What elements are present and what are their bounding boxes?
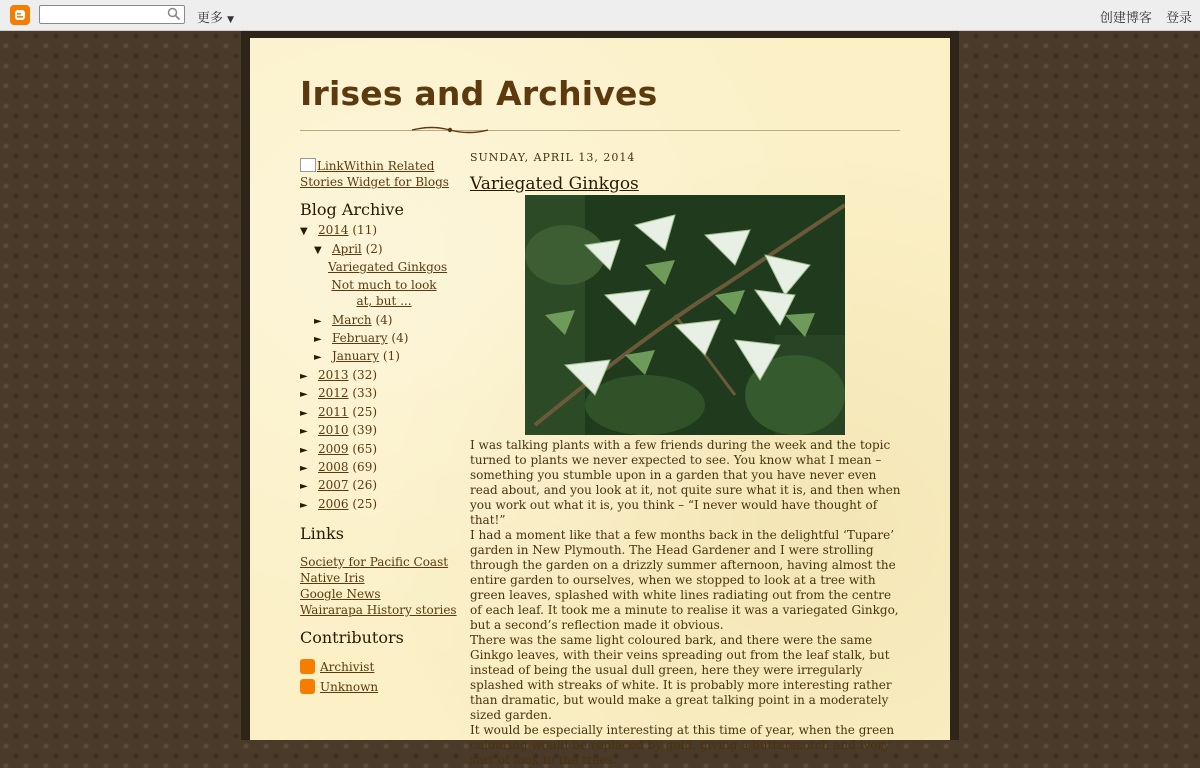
sidebar-link[interactable]: Society for Pacific Coast (300, 555, 449, 569)
collapse-toggle-icon[interactable]: ▼ (300, 226, 308, 237)
expand-toggle-icon[interactable]: ► (300, 463, 308, 474)
divider-ornament-icon (412, 125, 488, 135)
archive-year-label: 2006 (318, 497, 349, 511)
archive-count: (25) (352, 497, 378, 511)
archive-count: (25) (352, 405, 378, 419)
post-title[interactable]: Variegated Ginkgos (470, 174, 639, 194)
archive-count: (69) (352, 460, 378, 474)
expand-toggle-icon[interactable]: ► (300, 426, 308, 437)
archive-year-2008[interactable] (300, 459, 377, 477)
login-link[interactable]: 登录 (1165, 11, 1192, 26)
archive-count: (39) (352, 423, 378, 437)
archive-count: (4) (375, 313, 393, 327)
blogger-profile-icon (300, 679, 315, 694)
expand-toggle-icon[interactable]: ► (300, 389, 308, 400)
archive-count: (26) (352, 478, 378, 492)
archive-post-link[interactable]: Variegated Ginkgos (328, 260, 448, 274)
contributor-name[interactable]: Unknown (320, 680, 379, 694)
archive-year-label: 2013 (318, 368, 349, 382)
archive-year-label: 2008 (318, 460, 349, 474)
post-paragraph: There was the same light coloured bark, and there were the same Ginkgo leaves, with their veins spreading out from the leaf stalk, but instead of being the usual dull green, here they were irregularly splashed with streaks of white. It is probably more interesting rather than dramatic, but would make a great talking point in a moderately sized garden. (470, 633, 892, 722)
archive-month-january[interactable] (314, 348, 400, 366)
archive-year-2010[interactable] (300, 422, 377, 440)
archive-month-label: January (332, 349, 380, 363)
post-paragraph: It would be especially interesting at this time of year, when the green colouring would be replaced by gold, giving a butterscotch and ivory sort of look to the trees. (470, 723, 895, 767)
expand-toggle-icon[interactable]: ► (300, 500, 308, 511)
post-body (470, 438, 902, 768)
expand-toggle-icon[interactable]: ► (314, 352, 322, 363)
archive-year-2009[interactable] (300, 441, 377, 459)
expand-toggle-icon[interactable]: ► (314, 334, 322, 345)
sidebar-link[interactable]: Native Iris (300, 571, 365, 585)
archive-year-2013[interactable] (300, 367, 377, 385)
sidebar-link[interactable]: Wairarapa History stories (300, 603, 457, 617)
contributors-heading: Contributors (300, 628, 404, 647)
archive-month-label: February (332, 331, 388, 345)
blogger-navbar (0, 0, 1200, 31)
search-icon[interactable] (167, 7, 181, 25)
broken-image-icon (300, 158, 316, 172)
blogger-logo-icon[interactable] (10, 5, 30, 25)
post-paragraph: I had a moment like that a few months back in the delightful ‘Tupare’ garden in New Plymouth. The Head Gardener and I were strolling through the garden on a drizzly summer afternoon, having almost the entire garden to ourselves, when we stopped to look at a tree with green leaves, splashed with white lines radiating out from the centre of each leaf. It took me a minute to realise it was a variegated Ginkgo, but a second’s reflection made it obvious. (470, 528, 899, 632)
post-date: SUNDAY, APRIL 13, 2014 (470, 151, 636, 164)
contributor-name[interactable]: Archivist (320, 660, 375, 674)
more-menu-label: 更多 (197, 11, 224, 26)
archive-count: (1) (382, 349, 400, 363)
archive-count: (2) (365, 242, 383, 256)
create-blog-link[interactable]: 创建博客 (1099, 11, 1152, 26)
archive-year-2014[interactable] (300, 222, 377, 240)
archive-year-label: 2007 (318, 478, 349, 492)
archive-count: (32) (352, 368, 378, 382)
expand-toggle-icon[interactable]: ► (300, 408, 308, 419)
archive-year-label: 2010 (318, 423, 349, 437)
linkwithin-alt-text: LinkWithin Related Stories Widget for Blogs (300, 159, 449, 189)
archive-count: (33) (352, 386, 378, 400)
blogger-profile-icon (300, 659, 315, 674)
archive-month-april[interactable] (314, 241, 383, 259)
archive-post-link[interactable]: Not much to look at, but ... (331, 278, 437, 308)
archive-year-2012[interactable] (300, 385, 377, 403)
archive-count: (4) (391, 331, 409, 345)
expand-toggle-icon[interactable]: ► (300, 481, 308, 492)
archive-year-label: 2012 (318, 386, 349, 400)
archive-month-march[interactable] (314, 312, 392, 330)
collapse-toggle-icon[interactable]: ▼ (314, 245, 322, 256)
archive-count: (65) (352, 442, 378, 456)
expand-toggle-icon[interactable]: ► (300, 445, 308, 456)
archive-count: (11) (352, 223, 378, 237)
archive-year-label: 2009 (318, 442, 349, 456)
archive-year-label: 2014 (318, 223, 349, 237)
expand-toggle-icon[interactable]: ► (314, 316, 322, 327)
search-input[interactable] (42, 7, 162, 21)
linkwithin-widget[interactable] (300, 158, 450, 190)
links-heading: Links (300, 524, 344, 543)
expand-toggle-icon[interactable]: ► (300, 371, 308, 382)
title-divider (300, 130, 900, 131)
ginkgo-photo[interactable] (525, 195, 845, 435)
contributor-item[interactable] (300, 679, 378, 695)
archive-year-label: 2011 (318, 405, 349, 419)
blog-archive-heading: Blog Archive (300, 200, 404, 219)
blog-content (250, 38, 950, 767)
archive-year-2007[interactable] (300, 477, 377, 495)
post-paragraph: I was talking plants with a few friends during the week and the topic turned to plants we never expected to see. You know what I mean – something you stumble upon in a garden that you have never even read about, and you look at it, not quite sure what it is, and then when you work out what it is, you think – “I never would have thought of that!” (470, 438, 901, 527)
archive-year-2006[interactable] (300, 496, 377, 514)
blog-title[interactable]: Irises and Archives (300, 74, 658, 113)
archive-month-label: March (332, 313, 372, 327)
archive-year-2011[interactable] (300, 404, 377, 422)
archive-month-label: April (332, 242, 362, 256)
contributor-item[interactable] (300, 659, 374, 675)
archive-month-february[interactable] (314, 330, 408, 348)
more-menu[interactable] (197, 7, 234, 26)
search-box (39, 5, 185, 24)
sidebar-link[interactable]: Google News (300, 587, 381, 601)
caret-down-icon: ▼ (227, 15, 235, 25)
